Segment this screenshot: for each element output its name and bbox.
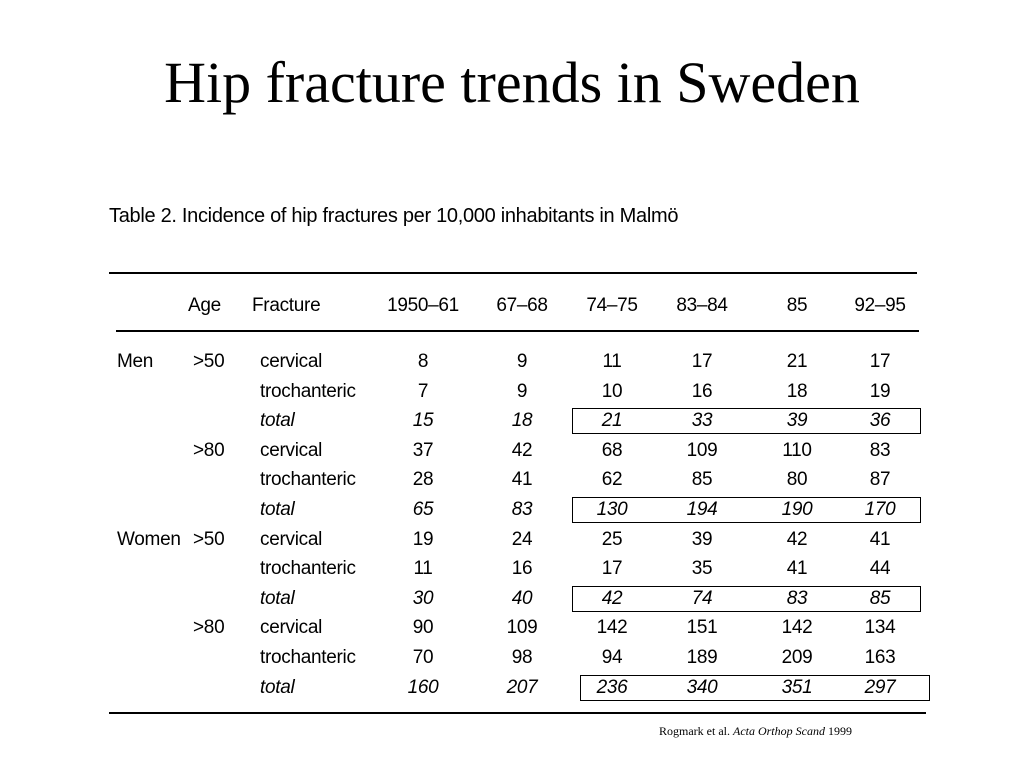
sex-label: Men <box>117 351 154 372</box>
header-period: 74–75 <box>586 295 638 316</box>
table-cell: 70 <box>412 647 434 668</box>
table-cell: 74 <box>691 587 713 609</box>
header-period: 92–95 <box>854 295 906 316</box>
fracture-type: total <box>260 499 295 520</box>
sex-label: Women <box>117 528 181 550</box>
table-cell: 297 <box>864 676 896 698</box>
table-cell: 68 <box>601 439 623 461</box>
table-cell: 25 <box>601 528 623 550</box>
source-authors: Rogmark et al. <box>659 724 730 738</box>
table-cell: 80 <box>786 469 808 491</box>
fracture-type: cervical <box>260 617 323 639</box>
source-journal: Acta Orthop Scand <box>732 724 825 738</box>
fracture-type: total <box>260 587 295 609</box>
table-cell: 37 <box>412 439 434 461</box>
table-cell: 65 <box>412 499 434 520</box>
fracture-type: trochanteric <box>260 647 356 668</box>
table-cell: 8 <box>417 351 429 372</box>
table-cell: 130 <box>596 499 628 520</box>
table-cell: 85 <box>869 587 891 609</box>
header-rule <box>116 330 919 332</box>
table-cell: 19 <box>869 380 891 402</box>
table-cell: 17 <box>691 351 713 372</box>
table-cell: 160 <box>407 676 439 698</box>
fracture-type: cervical <box>260 439 323 461</box>
fracture-type: trochanteric <box>260 469 356 491</box>
table-cell: 39 <box>691 528 713 550</box>
table-cell: 7 <box>417 380 429 402</box>
table-cell: 98 <box>511 647 533 668</box>
table-cell: 170 <box>864 499 896 520</box>
slide-title: Hip fracture trends in Sweden <box>164 50 860 115</box>
table-cell: 18 <box>511 410 533 432</box>
table-cell: 134 <box>864 617 896 639</box>
table-cell: 33 <box>691 410 713 432</box>
table-cell: 83 <box>869 439 891 461</box>
table-cell: 41 <box>869 528 891 550</box>
table-cell: 83 <box>511 499 533 520</box>
table-cell: 16 <box>511 558 533 580</box>
table-cell: 209 <box>781 647 813 668</box>
table-cell: 39 <box>786 410 808 432</box>
header-period: 67–68 <box>496 295 548 316</box>
table-cell: 62 <box>601 469 623 491</box>
total-highlight-box <box>580 675 930 701</box>
table-cell: 17 <box>601 558 623 580</box>
fracture-type: cervical <box>260 528 323 550</box>
table-cell: 194 <box>686 499 718 520</box>
header-period: 1950–61 <box>387 295 459 316</box>
table-cell: 90 <box>412 617 434 639</box>
table-cell: 16 <box>691 380 713 402</box>
table-cell: 340 <box>686 676 718 698</box>
table-cell: 36 <box>869 410 891 432</box>
table-cell: 83 <box>786 587 808 609</box>
table-cell: 109 <box>506 617 538 639</box>
table-cell: 163 <box>864 647 896 668</box>
table-cell: 110 <box>782 439 812 461</box>
table-cell: 28 <box>412 469 434 491</box>
fracture-type: trochanteric <box>260 558 356 580</box>
table-cell: 9 <box>516 380 528 402</box>
table-cell: 21 <box>601 410 623 432</box>
table-cell: 42 <box>601 587 623 609</box>
fracture-type: total <box>260 410 295 432</box>
fracture-type: trochanteric <box>260 380 356 402</box>
table-cell: 19 <box>412 528 434 550</box>
table-cell: 85 <box>691 469 713 491</box>
source-year: 1999 <box>827 724 852 738</box>
table-cell: 41 <box>511 469 533 491</box>
table-cell: 87 <box>869 469 891 491</box>
table-cell: 15 <box>412 410 434 432</box>
table-cell: 190 <box>781 499 813 520</box>
table-cell: 21 <box>786 351 808 372</box>
table-cell: 41 <box>786 558 808 580</box>
table-cell: 35 <box>691 558 713 580</box>
table-caption: Table 2. Incidence of hip fractures per 10,000 inhabitants in Malmö <box>109 205 679 227</box>
age-group: >50 <box>193 528 225 550</box>
age-group: >80 <box>193 617 225 639</box>
table-cell: 17 <box>869 351 891 372</box>
table-cell: 142 <box>781 617 813 639</box>
table-cell: 207 <box>506 676 538 698</box>
table-top-rule <box>109 272 917 274</box>
table-cell: 11 <box>602 351 622 372</box>
table-cell: 142 <box>596 617 628 639</box>
source-citation <box>659 723 852 739</box>
table-cell: 189 <box>686 647 718 668</box>
age-group: >80 <box>193 439 225 461</box>
header-period: 83–84 <box>676 295 728 316</box>
table-cell: 151 <box>686 617 718 639</box>
age-group: >50 <box>193 351 225 372</box>
fracture-type: total <box>260 676 295 698</box>
table-cell: 24 <box>511 528 533 550</box>
table-cell: 18 <box>786 380 808 402</box>
fracture-type: cervical <box>260 351 323 372</box>
table-cell: 109 <box>686 439 718 461</box>
table-cell: 94 <box>601 647 623 668</box>
table-cell: 10 <box>601 380 623 402</box>
table-bottom-rule <box>109 712 926 714</box>
header-period: 85 <box>786 295 808 316</box>
table-cell: 42 <box>786 528 808 550</box>
total-highlight-box <box>572 497 921 523</box>
table-cell: 9 <box>516 351 528 372</box>
header-fracture: Fracture <box>252 295 321 316</box>
header-age: Age <box>188 295 221 316</box>
table-cell: 44 <box>869 558 891 580</box>
table-cell: 11 <box>413 558 433 580</box>
table-cell: 351 <box>781 676 813 698</box>
table-cell: 42 <box>511 439 533 461</box>
table-cell: 236 <box>596 676 628 698</box>
total-highlight-box <box>572 586 921 612</box>
table-cell: 30 <box>412 587 434 609</box>
table-cell: 40 <box>511 587 533 609</box>
total-highlight-box <box>572 408 921 434</box>
